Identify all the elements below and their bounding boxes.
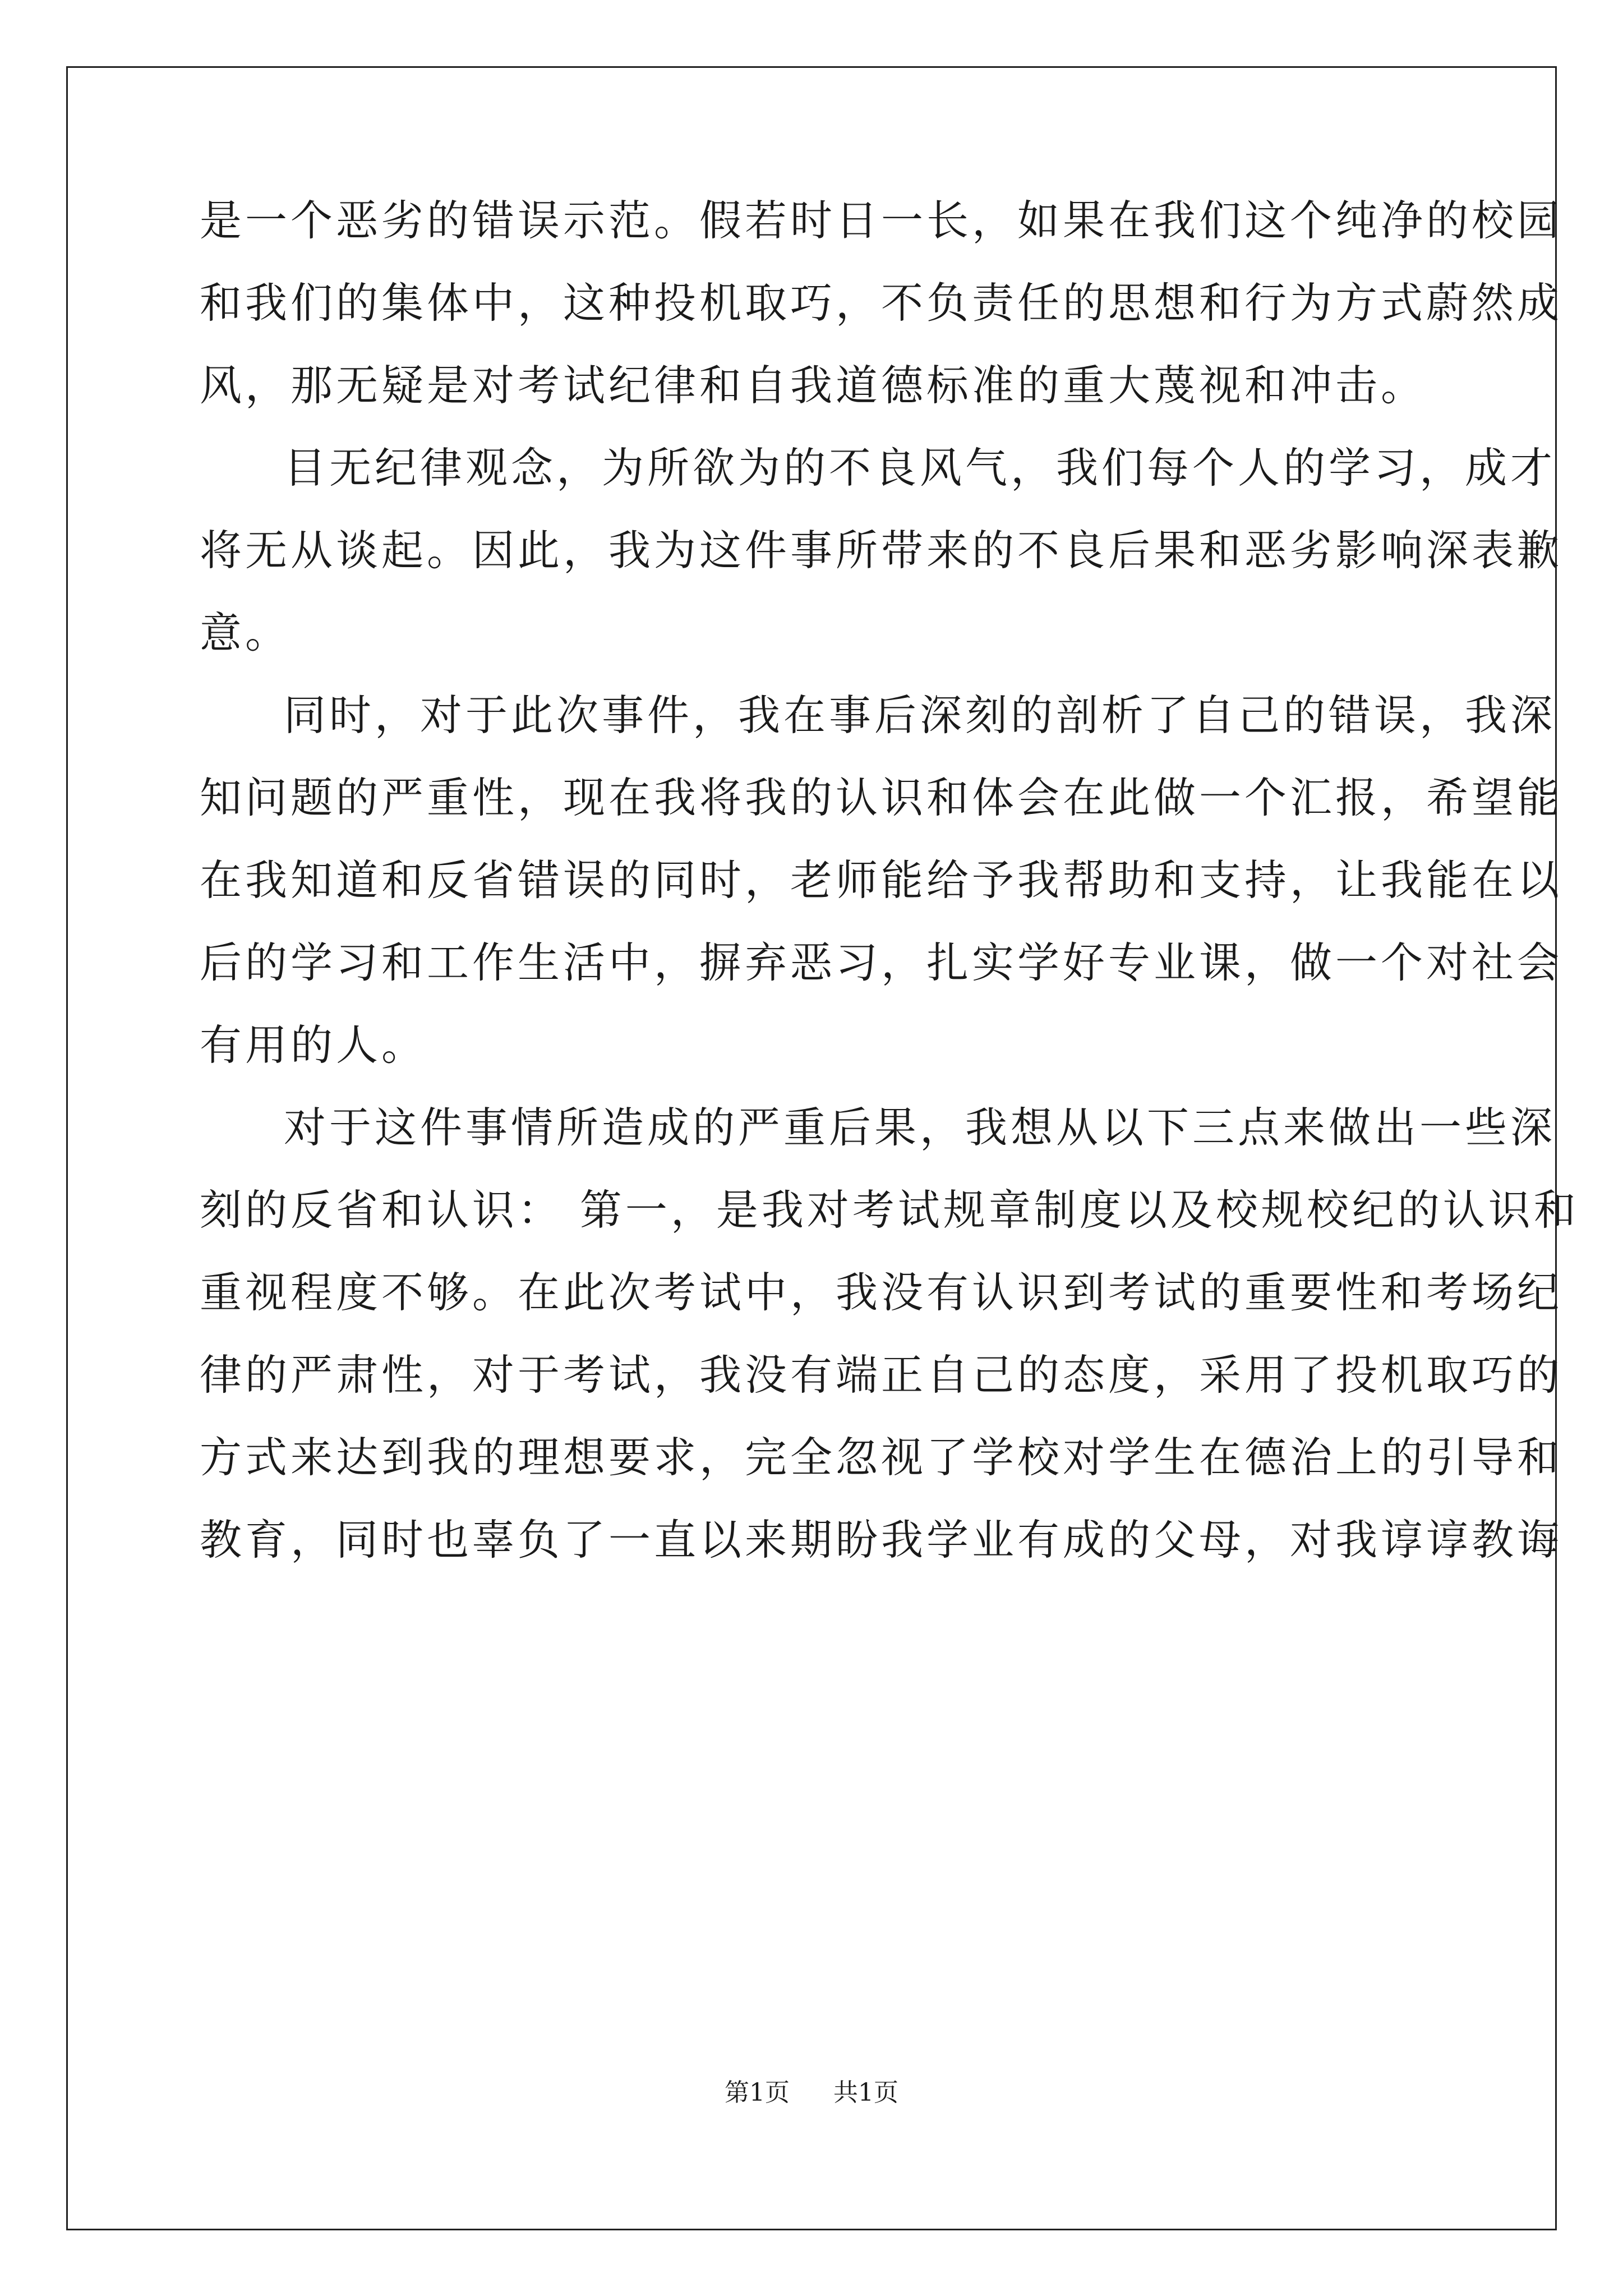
paragraph [200,689,1563,1071]
paragraph [200,194,1563,412]
text-line: 风，那无疑是对考试纪律和自我道德标准的重大蔑视和冲击。 [200,361,1427,410]
text-line: 刻的反省和认识： 第一，是我对考试规章制度以及校规校纪的认识和 [200,1185,1579,1235]
text-line: 和我们的集体中，这种投机取巧，不负责任的思想和行为方式蔚然成 [200,278,1563,328]
text-line: 有用的人。 [200,1020,427,1070]
text-line: 律的严肃性，对于考试，我没有端正自己的态度，采用了投机取巧的 [200,1350,1563,1400]
page-footer [0,2077,1623,2109]
paragraph [200,1101,1579,1566]
text-line: 方式来达到我的理想要求，完全忽视了学校对学生在德治上的引导和 [200,1433,1563,1482]
paragraph [200,441,1563,659]
text-line: 后的学习和工作生活中，摒弃恶习，扎实学好专业课，做一个对社会 [200,938,1563,987]
document-body [200,194,1579,1596]
text-line: 在我知道和反省错误的同时，老师能给予我帮助和支持，让我能在以 [200,855,1563,905]
text-line: 知问题的严重性，现在我将我的认识和体会在此做一个汇报，希望能 [200,773,1563,822]
text-line: 将无从谈起。因此，我为这件事所带来的不良后果和恶劣影响深表歉 [200,526,1563,575]
page-total: 共1页 [833,2078,898,2107]
page-number: 第1页 [725,2078,790,2107]
text-line: 同时，对于此次事件，我在事后深刻的剖析了自己的错误，我深 [284,691,1556,740]
text-line: 是一个恶劣的错误示范。假若时日一长，如果在我们这个纯净的校园 [200,196,1563,245]
text-line: 意。 [200,608,291,657]
text-line: 教育，同时也辜负了一直以来期盼我学业有成的父母，对我谆谆教诲 [200,1515,1563,1565]
text-line: 重视程度不够。在此次考试中，我没有认识到考试的重要性和考场纪 [200,1268,1563,1317]
text-line: 对于这件事情所造成的严重后果，我想从以下三点来做出一些深 [284,1103,1556,1152]
text-line: 目无纪律观念，为所欲为的不良风气，我们每个人的学习，成才 [284,443,1556,493]
